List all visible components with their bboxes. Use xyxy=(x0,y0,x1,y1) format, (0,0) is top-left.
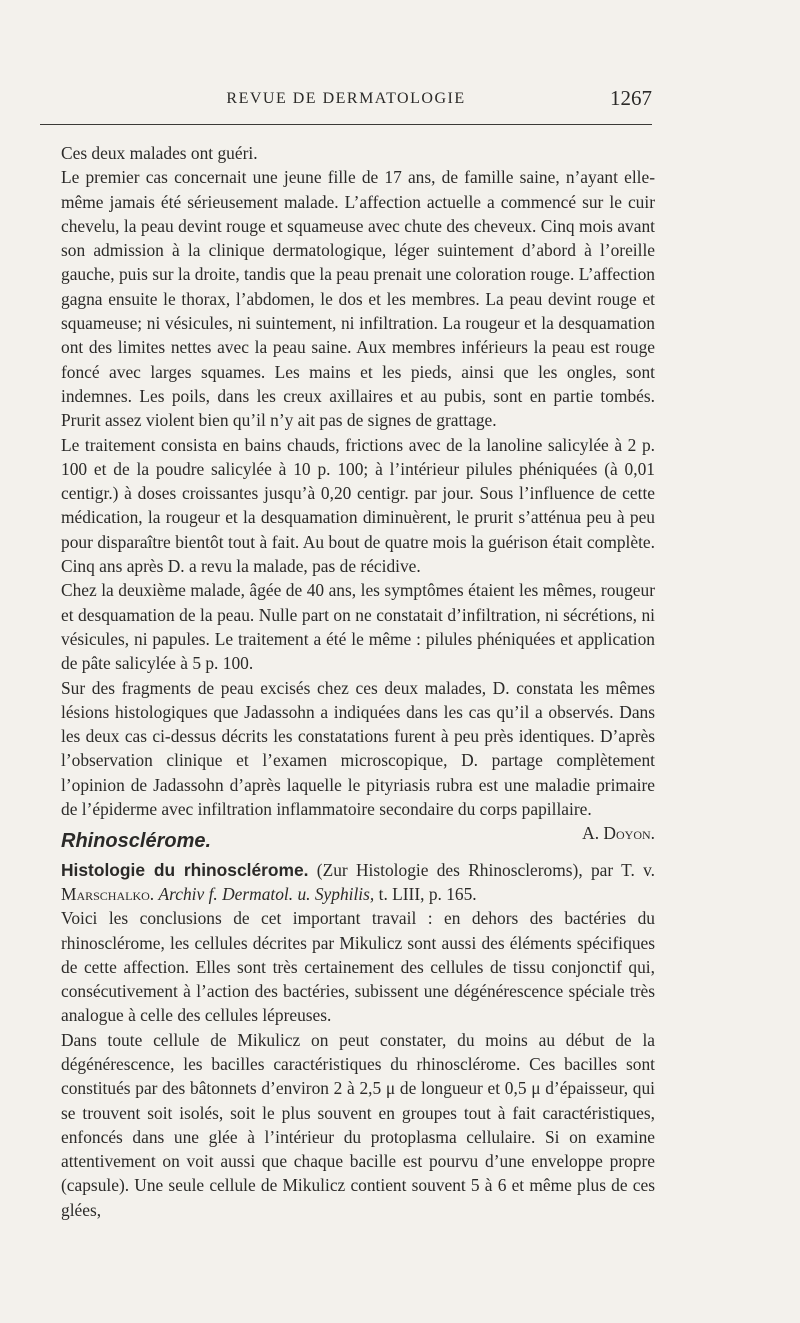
section-title: Rhinosclérome. xyxy=(61,830,212,853)
author-signature: A. Doyon. xyxy=(582,823,655,844)
article-title: Histologie du rhinosclérome. xyxy=(61,859,309,880)
paragraph: Dans toute cellule de Mikulicz on peut constater, du moins au début de la dégénérescence, les bacilles caractéristiques du rhinosclérome. Ces bacilles sont constitués par des bâtonnets d’environ 2 à 2,5 μ de longueur et 0,5 μ d’épaisseur, qui se trouvent soit isolés, soit le plus souvent en groupes tout à fait caractéristiques, enfoncés dans une glée à l’intérieur du protoplasma cellulaire. Si on examine attentivement on voit aussi que chaque bacille est pourvu d’une enveloppe propre (capsule). Une seule cellule de Mikulicz contient souvent 5 à 6 et même plus de ces glées, xyxy=(61,1029,655,1220)
citation-author: Marschalko. xyxy=(61,883,155,904)
running-title: REVUE DE DERMATOLOGIE xyxy=(226,90,466,107)
header-rule xyxy=(40,124,652,125)
paragraph-text: Sur des fragments de peau excisés chez ces deux malades, D. constata les mêmes lésions histologiques que Jadassohn a indiquées dans les cas qu’il a observés. Dans les deux cas ci-dessus décrits les constatations furent à peu près identiques. D’après l’observation clinique et l’examen microscopique, D. partage complètement l’opinion de Jadassohn d’après laquelle le pityriasis rubra est une maladie primaire de l’épiderme avec infiltration inflammatoire secondaire du corps papillaire. xyxy=(61,677,655,820)
paragraph: Le traitement consista en bains chauds, frictions avec de la lanoline salicylée à 2 p. 100 et de la poudre salicylée à 10 p. 100; à l’intérieur pilules phéniquées (à 0,01 centigr.) à doses croissantes jusqu’à 0,20 centigr. par jour. Sous l’influence de cette médication, la rougeur et la desquamation diminuèrent, le prurit s’atténua peu à peu pour disparaître bientôt tout à fait. Au bout de quatre mois la guérison était complète. Cinq ans après D. a revu la malade, pas de récidive. xyxy=(61,434,655,577)
paragraph: Chez la deuxième malade, âgée de 40 ans, les symptômes étaient les mêmes, rougeur et desquamation de la peau. Nulle part on ne constatait d’infiltration, ni sécrétions, ni vésicules, ni papules. Le traitement a été le même : pilules phéniquées et application de pâte salicylée à 5 p. 100. xyxy=(61,580,655,674)
citation-text: (Zur Histologie des Rhinoscleroms), par T. v. xyxy=(308,859,655,880)
paragraph: Voici les conclusions de cet important travail : en dehors des bactéries du rhinosclérome, les cellules décrites par Mikulicz sont aussi des éléments spécifiques de cette affection. Elles sont très certainement des cellules de tissu conjonctif qui, consécutivement à l’action des bactéries, subissent une dégénérescence spéciale très analogue à celle des cellules lépreuses. xyxy=(61,908,655,1026)
paragraph: Ces deux malades ont guéri. xyxy=(61,143,258,163)
citation-volume: t. LIII, p. 165. xyxy=(374,883,477,904)
page-body xyxy=(61,141,655,1222)
citation-journal: Archiv f. Dermatol. u. Syphilis, xyxy=(158,883,375,904)
article-heading xyxy=(61,858,655,907)
page-number: 1267 xyxy=(610,86,652,110)
paragraph: Le premier cas concernait une jeune fille de 17 ans, de famille saine, n’ayant elle-même jamais été sérieusement malade. L’affection actuelle a commencé sur le cuir chevelu, la peau devint rouge et squameuse avec chute des cheveux. Cinq mois avant son admission à la clinique dermatologique, léger suintement d’abord à l’oreille gauche, puis sur la droite, tandis que la peau prenait une coloration rouge. L’affection gagna ensuite le thorax, l’abdomen, le dos et les membres. La peau devint rouge et squameuse; ni vésicules, ni suintement, ni infiltration. La rougeur et la desquamation ont des limites nettes avec la peau saine. Aux membres inférieurs la peau est rouge foncé avec larges squames. Les mains et les pieds, ainsi que les ongles, sont indemnes. Les poils, dans les creux axillaires et au pubis, sont en partie tombés. Prurit assez violent bien qu’il n’y ait pas de signes de grattage. xyxy=(61,167,655,431)
page-header xyxy=(40,86,652,116)
